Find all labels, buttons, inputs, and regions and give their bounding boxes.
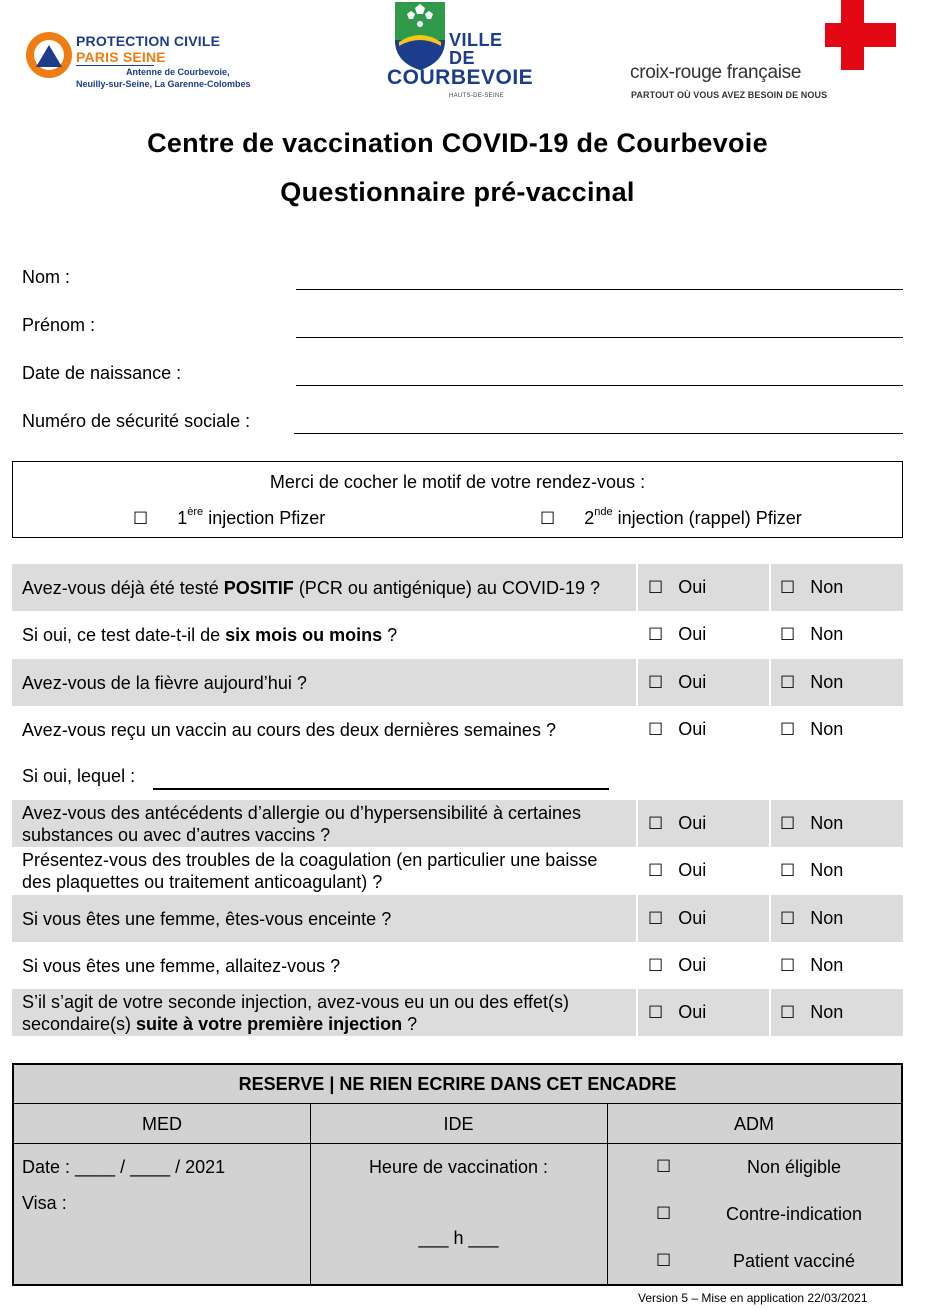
answer-no[interactable]: ☐ Non (780, 672, 844, 693)
checkbox-icon[interactable]: ☐ (648, 861, 664, 881)
lequel-field[interactable] (153, 788, 609, 790)
checkbox-icon[interactable]: ☐ (540, 509, 556, 529)
question-row (12, 659, 903, 706)
question-row (12, 847, 903, 894)
answer-no[interactable]: ☐ Non (780, 908, 844, 929)
courbevoie-name: COURBEVOIE (387, 66, 534, 89)
question-row (12, 989, 903, 1036)
motif-option-2-text: injection (rappel) Pfizer (612, 508, 802, 528)
motif-option-1-text: injection Pfizer (203, 508, 326, 528)
protection-civile-region: PARIS SEINE (76, 49, 166, 65)
secu-label: Numéro de sécurité sociale : (22, 411, 251, 431)
motif-title: Merci de cocher le motif de votre rendez-vous : (269, 472, 646, 492)
answer-yes[interactable]: ☐ Oui (648, 719, 707, 740)
checkbox-icon[interactable]: ☐ (648, 909, 664, 929)
question-text: Avez-vous des antécédents d’allergie ou d’hypersensibilité à certaines substances ou avec d’autres vaccins ? (22, 802, 582, 845)
checkbox-icon[interactable]: ☐ (648, 673, 664, 693)
lequel-label: Si oui, lequel : (22, 766, 136, 786)
question-text: Avez-vous reçu un vaccin au cours des deux dernières semaines ? (22, 719, 556, 740)
courbevoie-department: HAUTS-DE-SEINE (449, 93, 504, 99)
motif-option-1-number: 1 (177, 508, 188, 528)
question-row (12, 706, 903, 753)
question-row (12, 895, 903, 942)
motif-option-1-sup: ère (187, 506, 204, 518)
question-text: Si vous êtes une femme, allaitez-vous ? (22, 955, 341, 976)
date-naissance-field[interactable] (296, 366, 903, 386)
adm-option-contre-indication: Contre-indication (725, 1204, 863, 1224)
nom-label: Nom : (22, 267, 71, 287)
courbevoie-logo (387, 2, 532, 102)
answer-yes[interactable]: ☐ Oui (648, 577, 707, 598)
answer-no[interactable]: ☐ Non (780, 624, 844, 645)
answer-no[interactable]: ☐ Non (780, 955, 844, 976)
courbevoie-ville: VILLE (449, 30, 503, 50)
checkbox-icon[interactable]: ☐ (648, 578, 664, 598)
question-text: Si vous êtes une femme, êtes-vous enceinte ? (22, 908, 392, 929)
prenom-label: Prénom : (22, 315, 96, 335)
answer-yes[interactable]: ☐ Oui (648, 672, 707, 693)
protection-civile-name: PROTECTION CIVILE (76, 33, 221, 49)
courbevoie-de: DE (449, 48, 476, 68)
croix-rouge-logo (628, 0, 898, 104)
question-row (12, 564, 903, 611)
page-subtitle: Questionnaire pré-vaccinal (280, 177, 635, 207)
adm-option-non-eligible: Non éligible (746, 1157, 842, 1177)
column-med: MED (142, 1114, 182, 1134)
answer-yes[interactable]: ☐ Oui (648, 1002, 707, 1023)
motif-box (12, 461, 903, 538)
croix-rouge-name: croix-rouge française (630, 62, 802, 83)
courbevoie-shield-icon (393, 2, 447, 70)
prenom-field-row (22, 315, 903, 355)
checkbox-icon[interactable]: ☐ (656, 1157, 672, 1177)
reserved-box (12, 1063, 903, 1286)
secu-field[interactable] (294, 414, 903, 434)
question-text: Avez-vous de la fièvre aujourd’hui ? (22, 672, 307, 693)
checkbox-icon[interactable]: ☐ (648, 956, 664, 976)
question-text: S’il s’agit de votre seconde injection, avez-vous eu un ou des effet(s) secondaire(s) suite à votre première injection ? (22, 991, 569, 1034)
med-date-line: Date : ____ / ____ / 2021 (22, 1157, 226, 1177)
checkbox-icon[interactable]: ☐ (133, 509, 149, 529)
answer-no[interactable]: ☐ Non (780, 1002, 844, 1023)
checkbox-icon[interactable]: ☐ (780, 578, 796, 598)
reserved-header: RESERVE | NE RIEN ECRIRE DANS CET ENCADRE (14, 1065, 901, 1104)
answer-yes[interactable]: ☐ Oui (648, 908, 707, 929)
checkbox-icon[interactable]: ☐ (780, 861, 796, 881)
date-naissance-label: Date de naissance : (22, 363, 182, 383)
nom-field-row (22, 267, 903, 307)
question-row (12, 942, 903, 989)
ide-heure-label: Heure de vaccination : (368, 1157, 549, 1177)
question-row (12, 611, 903, 658)
question-text: Avez-vous déjà été testé POSITIF (PCR ou antigénique) au COVID-19 ? (22, 577, 600, 598)
motif-option-2-sup: nde (594, 506, 613, 518)
checkbox-icon[interactable]: ☐ (780, 673, 796, 693)
question-text: Présentez-vous des troubles de la coagulation (en particulier une baisse des plaquettes ou traitement anticoagulant) ? (22, 849, 598, 892)
column-adm: ADM (734, 1114, 774, 1134)
checkbox-icon[interactable]: ☐ (780, 909, 796, 929)
answer-no[interactable]: ☐ Non (780, 813, 844, 834)
adm-option-patient-vaccine: Patient vacciné (732, 1251, 856, 1271)
motif-option-2-number: 2 (584, 508, 595, 528)
version-footer: Version 5 – Mise en application 22/03/2021 (638, 1291, 868, 1305)
answer-yes[interactable]: ☐ Oui (648, 860, 707, 881)
answer-no[interactable]: ☐ Non (780, 577, 844, 598)
protection-civile-emblem-icon (26, 32, 72, 78)
checkbox-icon[interactable]: ☐ (648, 625, 664, 645)
checkbox-icon[interactable]: ☐ (656, 1204, 672, 1224)
checkbox-icon[interactable]: ☐ (780, 1003, 796, 1023)
date-naissance-field-row (22, 363, 903, 403)
med-visa-label: Visa : (22, 1193, 67, 1213)
reserved-columns (14, 1104, 901, 1144)
checkbox-icon[interactable]: ☐ (648, 1003, 664, 1023)
checkbox-icon[interactable]: ☐ (648, 720, 664, 740)
protection-civile-logo (26, 30, 251, 92)
column-ide: IDE (443, 1114, 474, 1134)
checkbox-icon[interactable]: ☐ (780, 814, 796, 834)
answer-yes[interactable]: ☐ Oui (648, 624, 707, 645)
ide-heure-line: ___ h ___ (418, 1228, 499, 1248)
prenom-field[interactable] (296, 318, 903, 338)
motif-option-1[interactable] (133, 508, 325, 529)
croix-rouge-tagline: PARTOUT OÙ VOUS AVEZ BESOIN DE NOUS (631, 90, 828, 100)
answer-no[interactable]: ☐ Non (780, 719, 844, 740)
question-text: Si oui, ce test date-t-il de six mois ou moins ? (22, 624, 398, 645)
answer-yes[interactable]: ☐ Oui (648, 955, 707, 976)
secu-field-row (22, 411, 903, 451)
nom-field[interactable] (296, 270, 903, 290)
checkbox-icon[interactable]: ☐ (648, 814, 664, 834)
checkbox-icon[interactable]: ☐ (656, 1251, 672, 1271)
answer-yes[interactable]: ☐ Oui (648, 813, 707, 834)
protection-civile-communes: Neuilly-sur-Seine, La Garenne-Colombes (76, 79, 251, 89)
checkbox-icon[interactable]: ☐ (780, 720, 796, 740)
answer-no[interactable]: ☐ Non (780, 860, 844, 881)
motif-option-2[interactable] (540, 508, 802, 529)
question-row (12, 800, 903, 847)
protection-civile-antenne: Antenne de Courbevoie, (126, 67, 230, 77)
checkbox-icon[interactable]: ☐ (780, 956, 796, 976)
page-title: Centre de vaccination COVID-19 de Courbevoie (147, 128, 768, 158)
checkbox-icon[interactable]: ☐ (780, 625, 796, 645)
